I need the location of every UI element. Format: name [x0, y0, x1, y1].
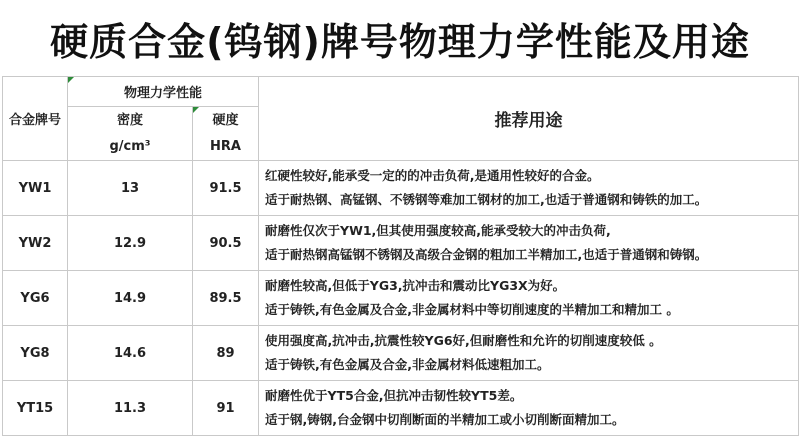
table-row: [3, 381, 799, 436]
page-title: 硬质合金(钨钢)牌号物理力学性能及用途: [50, 19, 750, 64]
hardness-cell: 90.5: [193, 216, 259, 271]
hardness-header: [193, 107, 259, 161]
uses-line: 适于钢,铸钢,台金钢中切削断面的半精加工或小切削断面精加工。: [265, 412, 625, 427]
uses-line: 适于铸铁,有色金属及合金,非金属材料低速粗加工。: [265, 357, 550, 372]
hardness-cell: 89.5: [193, 271, 259, 326]
density-cell: 14.9: [68, 271, 193, 326]
uses-cell: [259, 326, 799, 381]
density-cell: 11.3: [68, 381, 193, 436]
table-row: [3, 161, 799, 216]
table-row: [3, 271, 799, 326]
hardness-unit: HRA: [210, 138, 241, 154]
grade-header: 合金牌号: [3, 77, 68, 161]
density-cell: 14.6: [68, 326, 193, 381]
hardness-label: 硬度: [212, 112, 239, 128]
uses-line: 耐磨性较高,但低于YG3,抗冲击和震动比YG3X为好。: [265, 278, 566, 293]
uses-line: 耐磨性仅次于YW1,但其使用强度较高,能承受较大的冲击负荷,: [265, 223, 611, 238]
uses-cell: [259, 216, 799, 271]
table-row: [3, 216, 799, 271]
uses-line: 耐磨性优于YT5合金,但抗冲击韧性较YT5差。: [265, 388, 523, 403]
grade-cell: YW2: [3, 216, 68, 271]
density-unit: g/cm³: [109, 138, 151, 154]
uses-line: 红硬性较好,能承受一定的的冲击负荷,是通用性较好的合金。: [265, 168, 600, 183]
density-cell: 13: [68, 161, 193, 216]
uses-header: 推荐用途: [259, 77, 799, 161]
uses-line: 适于耐热钢高锰钢不锈钢及高级合金钢的粗加工半精加工,也适于普通钢和铸钢。: [265, 247, 708, 262]
grade-cell: YT15: [3, 381, 68, 436]
grade-cell: YW1: [3, 161, 68, 216]
hardness-cell: 91.5: [193, 161, 259, 216]
density-cell: 12.9: [68, 216, 193, 271]
table-row: [3, 326, 799, 381]
hardness-cell: 91: [193, 381, 259, 436]
density-label: 密度: [116, 112, 143, 128]
properties-header: 物理力学性能: [68, 77, 259, 107]
properties-table: [2, 76, 799, 436]
density-header: [68, 107, 193, 161]
uses-line: 使用强度高,抗冲击,抗震性较YG6好,但耐磨性和允许的切削速度较低 。: [265, 333, 662, 348]
uses-cell: [259, 161, 799, 216]
uses-line: 适于耐热钢、高锰钢、不锈钢等难加工钢材的加工,也适于普通钢和铸铁的加工。: [265, 192, 708, 207]
uses-cell: [259, 381, 799, 436]
uses-line: 适于铸铁,有色金属及合金,非金属材料中等切削速度的半精加工和精加工 。: [265, 302, 679, 317]
grade-cell: YG6: [3, 271, 68, 326]
uses-cell: [259, 271, 799, 326]
hardness-cell: 89: [193, 326, 259, 381]
grade-cell: YG8: [3, 326, 68, 381]
header-row-1: [3, 77, 799, 107]
